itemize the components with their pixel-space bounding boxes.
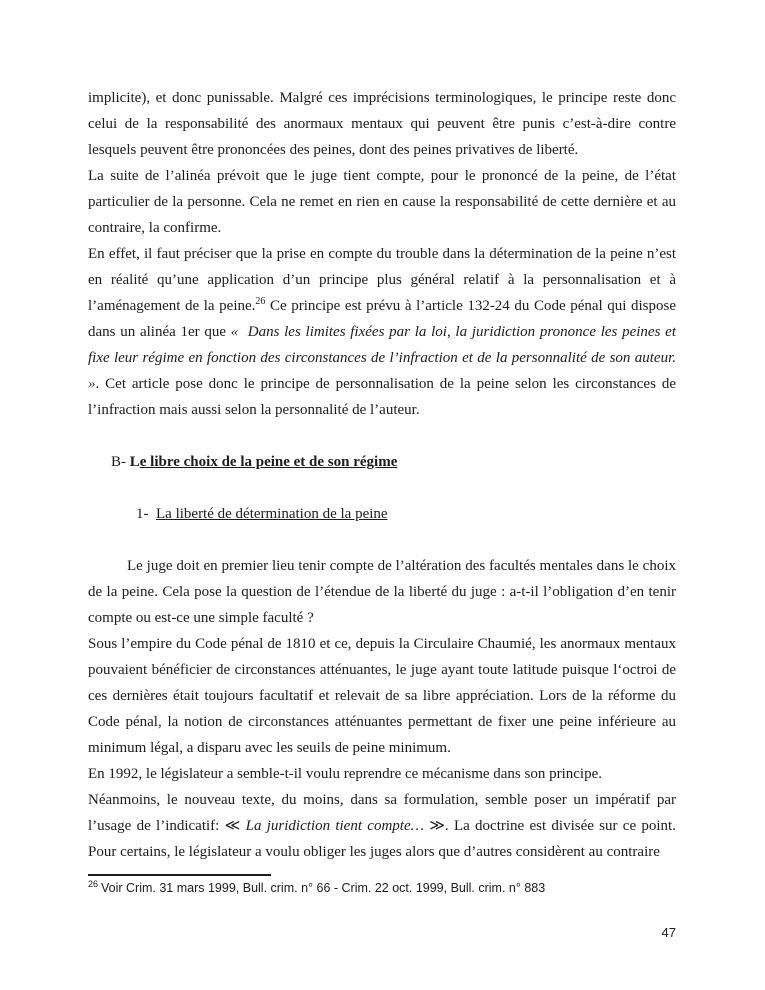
text-run: implicite), et donc punissable. Malgré ces imprécisions terminologiques, le principe reste donc celui de la responsabilité des anormaux mentaux qui peuvent être punis c’est-à-dire contre lesquels peuvent être prononcées des peines, dont des peines privatives de liberté. (88, 90, 676, 158)
text-run: La liberté de détermination de la peine (156, 506, 388, 522)
text-run: Sous l’empire du Code pénal de 1810 et ce, depuis la Circulaire Chaumié, les anormaux mentaux pouvaient bénéficier de circonstances atténuantes, le juge ayant toute latitude puisque l‘octroi de ces dernières était toujours facultatif et relevait de sa libre appréciation. Lors de la réforme du Code pénal, la notion de circonstances atténuantes permettant de fixer une peine inférieure au minimum légal, a disparu avec les seuils de peine minimum. (88, 636, 676, 756)
subsection-heading-1 (88, 501, 676, 527)
page-number: 47 (661, 925, 676, 940)
text-run: L (129, 454, 140, 470)
text-run: Le juge doit en premier lieu tenir compte de l’altération des facultés mentales dans le choix de la peine. Cela pose la question de l’étendue de la liberté du juge : a-t-il l’obligation d’en tenir compte ou est-ce une simple faculté ? (88, 558, 676, 626)
paragraph-neanmoins (88, 787, 676, 865)
paragraph-code-penal-1810 (88, 631, 676, 761)
text-run: 1- (136, 506, 156, 522)
footnote-reference: 26 (255, 296, 266, 307)
text-run: En 1992, le législateur a semble-t-il voulu reprendre ce mécanisme dans son principe. (88, 766, 602, 782)
footnote-number: 26 (88, 878, 99, 889)
footnote (88, 880, 648, 897)
text-run: La suite de l’alinéa prévoit que le juge tient compte, pour le prononcé de la peine, de l’état particulier de la personne. Cela ne remet en rien en cause la responsabilité de cette dernière et au contraire, la confirme. (88, 168, 676, 236)
paragraph-responsabilite (88, 85, 676, 163)
text-run: Ce principe est prévu à l’article 132-24 du Code pénal qui dispose dans un alinéa 1er que (88, 298, 676, 340)
text-run: Néanmoins, le nouveau texte, du moins, dans sa formulation, semble poser un impératif par l’usage de l’indicatif: ≪ (88, 792, 676, 834)
paragraph-1992 (88, 761, 676, 787)
section-heading-b (88, 449, 676, 475)
text-run: « Dans les limites fixées par la loi, la juridiction prononce les peines et fixe leur régime en fonction des circonstances de l’infraction et de la personnalité de son auteur. » (88, 324, 676, 392)
footnote-text-body: Voir Crim. 31 mars 1999, Bull. crim. n° 66 - Crim. 22 oct. 1999, Bull. crim. n° 883 (101, 881, 546, 895)
text-run: e libre choix de la peine et de son régime (139, 454, 398, 470)
text-run: La juridiction tient compte… (245, 818, 424, 834)
paragraph-le-juge (88, 553, 676, 631)
text-run: B- (111, 454, 130, 470)
paragraph-suite-alinea (88, 163, 676, 241)
text-run: . Cet article pose donc le principe de personnalisation de la peine selon les circonstances de l’infraction mais aussi selon la personnalité de l’auteur. (88, 376, 676, 418)
footnote-separator (88, 874, 271, 876)
text-run: En effet, il faut préciser que la prise en compte du trouble dans la détermination de la peine n’est en réalité qu’une application d’un principe plus général relatif à la personnalisation et à l’aménagement de la peine. (88, 246, 676, 314)
text-run: ≫. La doctrine est divisée sur ce point. Pour certains, le législateur a voulu obliger les juges alors que d’autres considèrent au contraire (88, 818, 676, 860)
document-body (88, 85, 676, 865)
paragraph-article-132-24 (88, 241, 676, 423)
